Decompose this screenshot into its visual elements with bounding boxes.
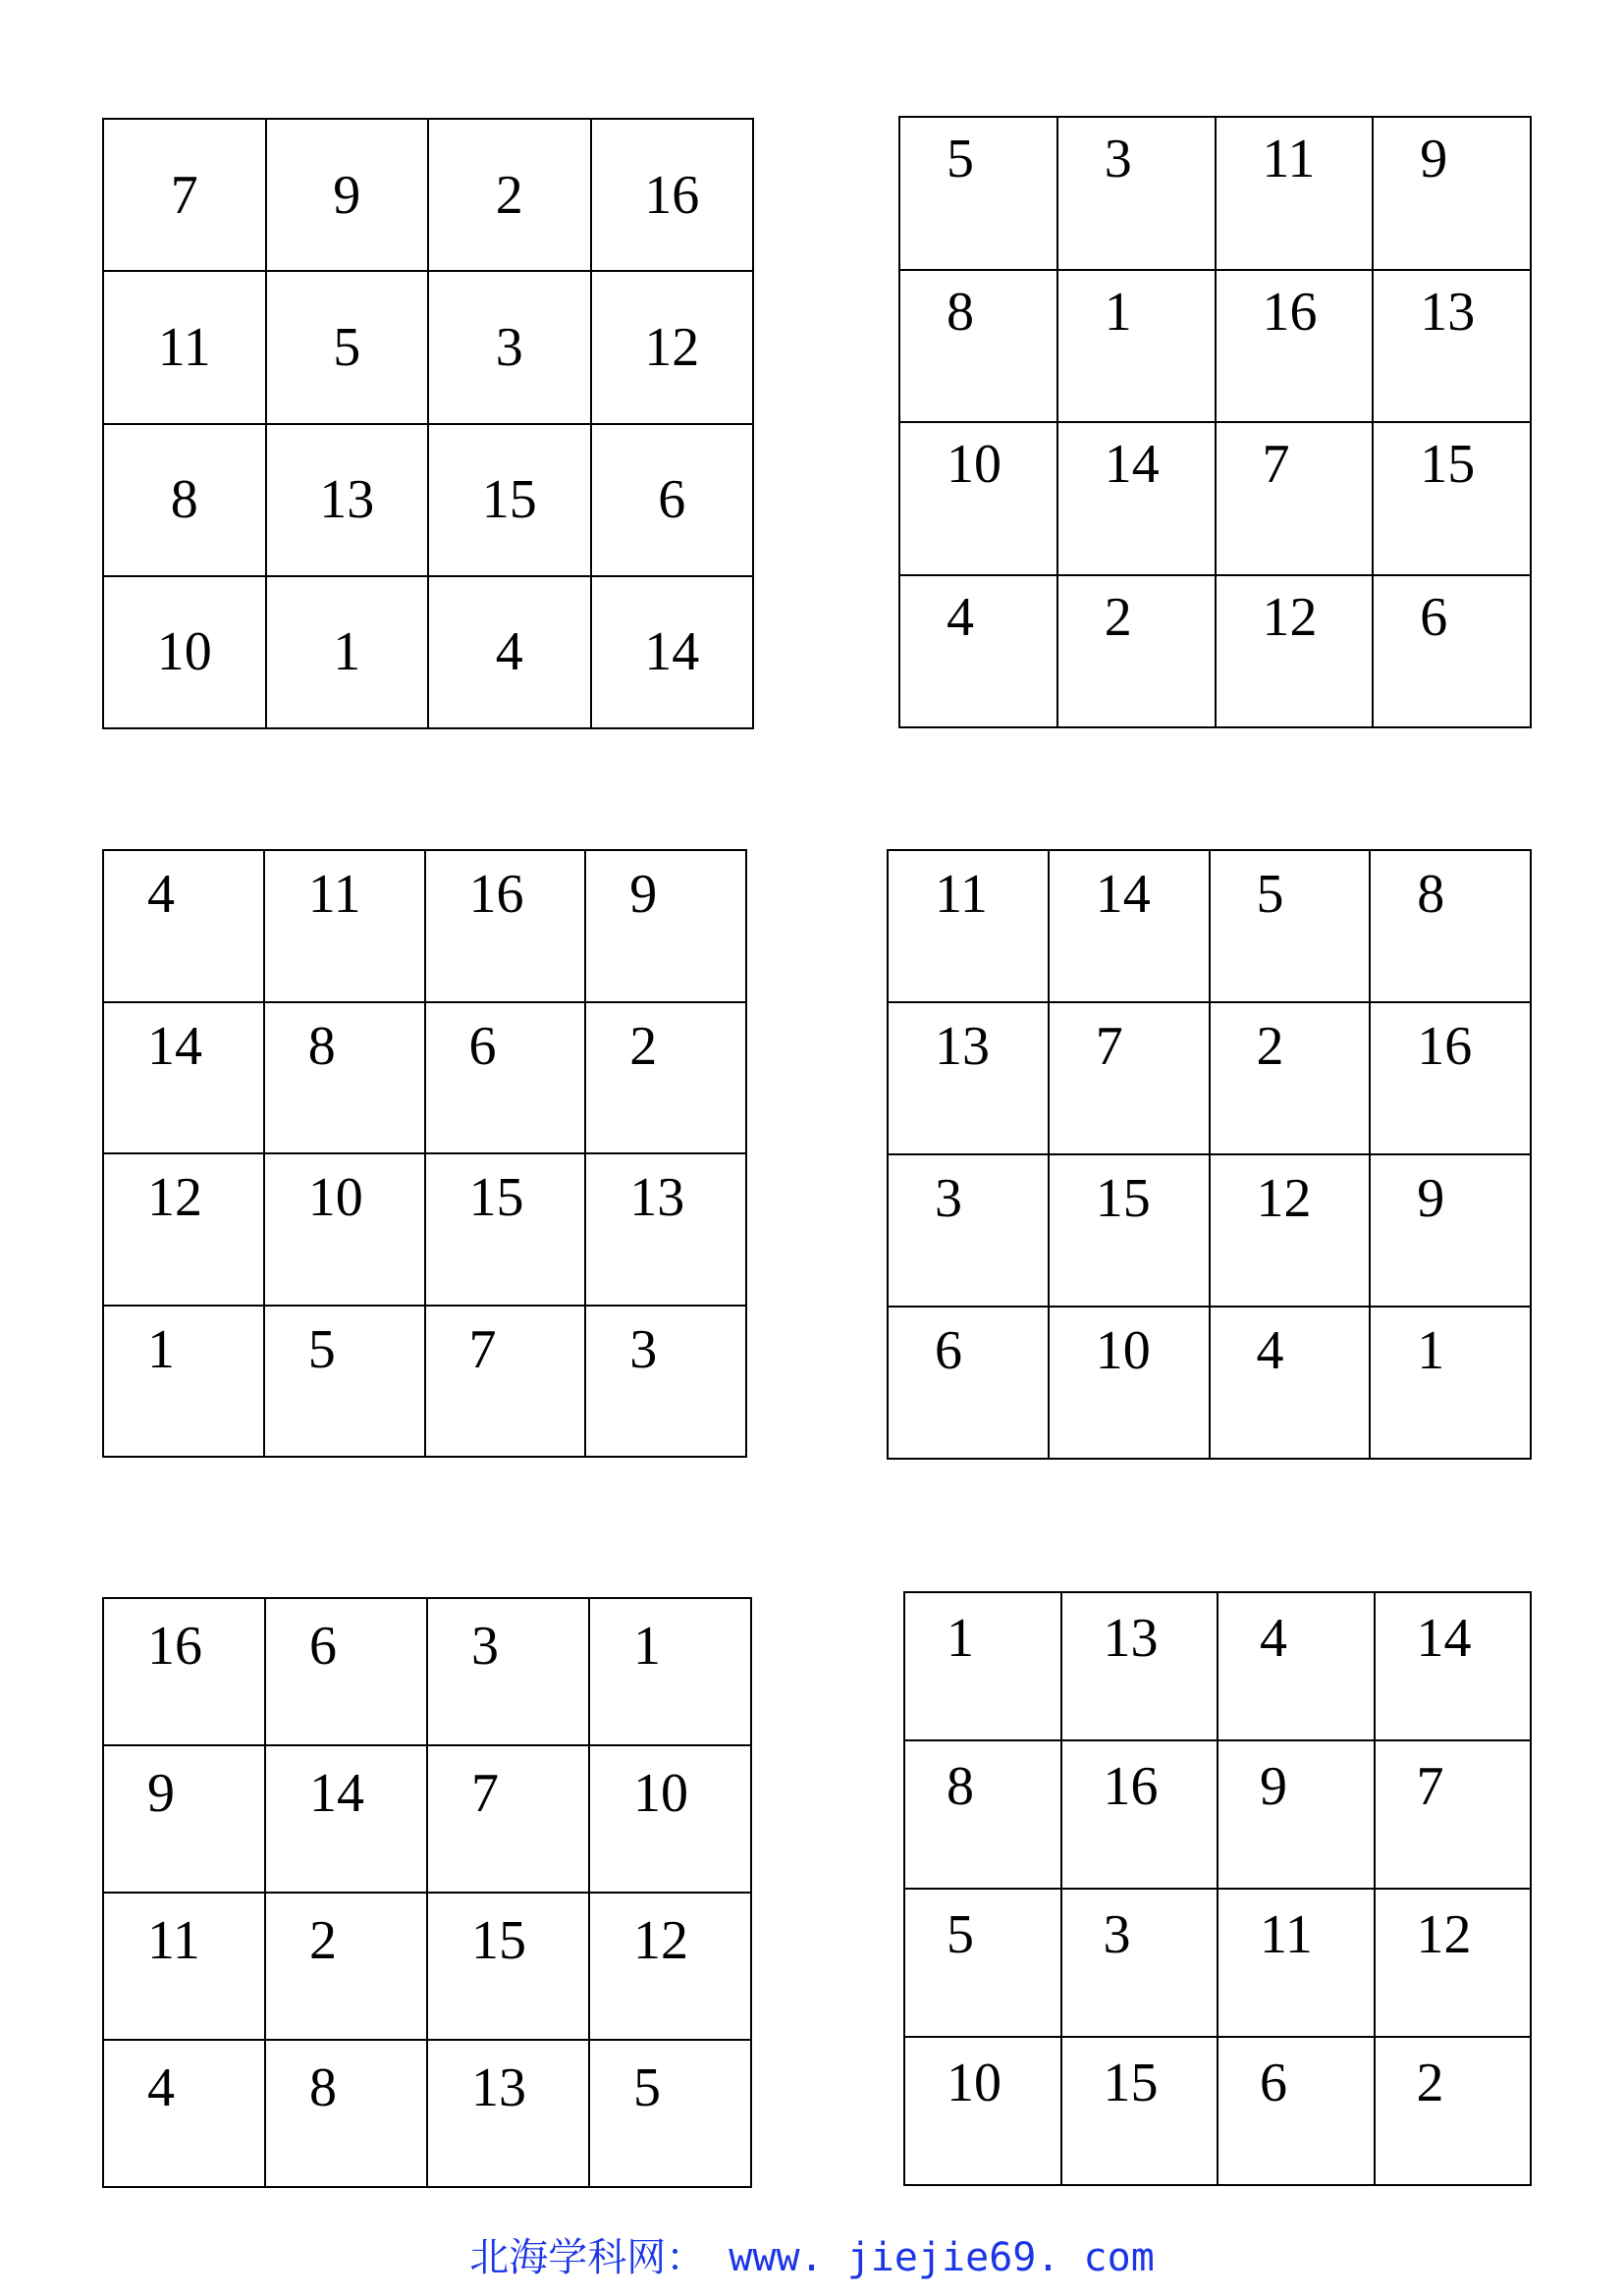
cell-number: 9: [147, 1763, 175, 1824]
cell-number: 15: [481, 469, 537, 531]
grid-cell: [1057, 270, 1216, 423]
cell-number: 15: [471, 1910, 526, 1971]
cell-number: 8: [947, 281, 974, 343]
grid-cell: [1216, 270, 1374, 423]
grid-cell: [1373, 270, 1531, 423]
cell-number: 12: [633, 1910, 688, 1971]
cell-number: 2: [495, 164, 523, 226]
number-grid-1: [102, 118, 754, 729]
number-grid-4: [887, 849, 1532, 1460]
cell-number: 14: [147, 1015, 202, 1077]
grid-row: [103, 1893, 751, 2040]
grid-cell: [585, 1153, 746, 1306]
grid-cell: [899, 117, 1057, 270]
grid-cell: [103, 1745, 265, 1893]
cell-number: 4: [147, 864, 175, 925]
grid-cell: [103, 119, 266, 271]
cell-number: 11: [935, 864, 988, 925]
grid-cell: [264, 1002, 425, 1154]
grid-row: [899, 422, 1531, 575]
cell-number: 1: [147, 1318, 175, 1380]
cell-number: 16: [1417, 1016, 1473, 1077]
cell-number: 8: [307, 1015, 336, 1077]
cell-number: 3: [495, 316, 523, 378]
grid-cell: [1210, 1002, 1371, 1154]
grid-cell: [1373, 117, 1531, 270]
cell-number: 2: [1104, 586, 1132, 648]
grid-cell: [888, 1154, 1049, 1307]
cell-number: 7: [1095, 1016, 1123, 1077]
grid-cell: [264, 850, 425, 1002]
grid-cell: [1049, 850, 1210, 1002]
grid-cell: [904, 1889, 1061, 2037]
grid-cell: [428, 271, 591, 423]
grid-cell: [1210, 1307, 1371, 1459]
grid-cell: [589, 1745, 751, 1893]
cell-number: 12: [1416, 1904, 1472, 1965]
cell-number: 14: [1095, 864, 1151, 925]
grid-row: [904, 2037, 1531, 2185]
grid-cell: [427, 1598, 589, 1745]
grid-cell: [428, 424, 591, 576]
cell-number: 14: [309, 1763, 364, 1824]
grid-cell: [425, 850, 586, 1002]
cell-number: 7: [471, 1763, 499, 1824]
grid-row: [103, 1745, 751, 1893]
cell-number: 11: [147, 1910, 200, 1971]
cell-number: 5: [1256, 864, 1284, 925]
cell-number: 1: [947, 1608, 974, 1669]
cell-number: 11: [157, 316, 211, 378]
grid-cell: [888, 850, 1049, 1002]
grid-row: [103, 119, 753, 271]
number-grid-5: [102, 1597, 752, 2188]
cell-number: 11: [1260, 1904, 1313, 1965]
grid-cell: [1375, 1740, 1532, 1889]
cell-number: 13: [935, 1016, 990, 1077]
grid-cell: [1216, 422, 1374, 575]
grid-row: [899, 270, 1531, 423]
grid-row: [899, 117, 1531, 270]
grid-row: [899, 575, 1531, 728]
footer-watermark: 北海学科网： www. jiejie69. com: [469, 2235, 1155, 2280]
grid-row: [103, 1306, 746, 1458]
cell-number: 4: [947, 586, 974, 648]
cell-number: 5: [333, 316, 361, 378]
grid-cell: [904, 1592, 1061, 1740]
grid-cell: [1218, 2037, 1375, 2185]
grid-cell: [1370, 1002, 1531, 1154]
grid-cell: [265, 1893, 427, 2040]
cell-number: 16: [468, 864, 524, 925]
grid-cell: [585, 1002, 746, 1154]
grid-cell: [899, 270, 1057, 423]
cell-number: 16: [1262, 281, 1318, 343]
cell-number: 4: [495, 621, 523, 683]
cell-number: 7: [1262, 434, 1290, 495]
cell-number: 12: [147, 1167, 202, 1228]
cell-number: 3: [935, 1168, 962, 1229]
cell-number: 13: [1103, 1608, 1159, 1669]
grid-cell: [591, 271, 754, 423]
grid-row: [888, 1002, 1531, 1154]
cell-number: 7: [170, 164, 198, 226]
grid-cell: [1049, 1307, 1210, 1459]
grid-row: [888, 1154, 1531, 1307]
cell-number: 6: [468, 1015, 497, 1077]
grid-cell: [904, 2037, 1061, 2185]
grid-cell: [1057, 575, 1216, 728]
cell-number: 8: [309, 2057, 337, 2118]
cell-number: 13: [629, 1167, 685, 1228]
grid-cell: [904, 1740, 1061, 1889]
cell-number: 15: [1095, 1168, 1151, 1229]
grid-row: [103, 850, 746, 1002]
grid-row: [103, 1598, 751, 1745]
grid-row: [103, 1153, 746, 1306]
grid-cell: [266, 424, 429, 576]
grid-cell: [1218, 1592, 1375, 1740]
cell-number: 9: [1417, 1168, 1445, 1229]
cell-number: 4: [1260, 1608, 1287, 1669]
cell-number: 4: [1256, 1320, 1284, 1381]
grid-cell: [1061, 1592, 1218, 1740]
cell-number: 10: [633, 1763, 688, 1824]
grid-cell: [589, 2040, 751, 2187]
cell-number: 16: [1103, 1756, 1159, 1817]
grid-cell: [103, 576, 266, 728]
cell-number: 13: [319, 469, 375, 531]
cell-number: 5: [947, 1904, 974, 1965]
grid-cell: [427, 2040, 589, 2187]
cell-number: 9: [333, 164, 361, 226]
cell-number: 14: [1416, 1608, 1472, 1669]
grid-cell: [888, 1307, 1049, 1459]
cell-number: 5: [307, 1318, 336, 1380]
grid-cell: [591, 119, 754, 271]
cell-number: 8: [947, 1756, 974, 1817]
grid-cell: [425, 1002, 586, 1154]
grid-row: [103, 424, 753, 576]
cell-number: 9: [1260, 1756, 1287, 1817]
grid-cell: [103, 1893, 265, 2040]
grid-row: [904, 1889, 1531, 2037]
grid-cell: [1216, 117, 1374, 270]
cell-number: 10: [947, 434, 1001, 495]
grid-cell: [1057, 117, 1216, 270]
cell-number: 9: [1420, 129, 1448, 189]
grid-row: [103, 271, 753, 423]
grid-cell: [103, 1598, 265, 1745]
cell-number: 15: [1103, 2053, 1159, 2113]
grid-cell: [585, 850, 746, 1002]
cell-number: 6: [309, 1616, 337, 1677]
grid-cell: [103, 1002, 264, 1154]
grid-cell: [1373, 422, 1531, 575]
cell-number: 16: [644, 164, 700, 226]
grid-cell: [1370, 1307, 1531, 1459]
cell-number: 6: [1420, 586, 1448, 648]
grid-row: [888, 850, 1531, 1002]
cell-number: 13: [471, 2057, 526, 2118]
cell-number: 10: [156, 621, 212, 683]
cell-number: 10: [947, 2053, 1001, 2113]
grid-cell: [103, 424, 266, 576]
grid-cell: [1061, 2037, 1218, 2185]
number-grid-6: [903, 1591, 1532, 2186]
grid-cell: [103, 1153, 264, 1306]
grid-cell: [1216, 575, 1374, 728]
cell-number: 1: [633, 1616, 661, 1677]
grid-row: [888, 1307, 1531, 1459]
cell-number: 1: [333, 621, 361, 683]
grid-cell: [265, 1598, 427, 1745]
grid-cell: [103, 1306, 264, 1458]
cell-number: 5: [947, 129, 974, 189]
grid-cell: [425, 1153, 586, 1306]
cell-number: 2: [309, 1910, 337, 1971]
grid-cell: [1061, 1740, 1218, 1889]
cell-number: 9: [629, 864, 658, 925]
cell-number: 12: [1262, 586, 1318, 648]
cell-number: 3: [1104, 129, 1132, 189]
grid-cell: [1370, 1154, 1531, 1307]
cell-number: 4: [147, 2057, 175, 2118]
grid-cell: [591, 576, 754, 728]
cell-number: 1: [1104, 281, 1132, 343]
grid-cell: [265, 2040, 427, 2187]
grid-cell: [888, 1002, 1049, 1154]
grid-row: [103, 576, 753, 728]
grid-cell: [1210, 850, 1371, 1002]
grid-cell: [425, 1306, 586, 1458]
grid-cell: [589, 1893, 751, 2040]
grid-cell: [1057, 422, 1216, 575]
cell-number: 16: [147, 1616, 202, 1677]
grid-cell: [1373, 575, 1531, 728]
grid-cell: [1370, 850, 1531, 1002]
cell-number: 15: [468, 1167, 524, 1228]
grid-cell: [427, 1893, 589, 2040]
grid-cell: [264, 1153, 425, 1306]
cell-number: 10: [307, 1167, 363, 1228]
grid-cell: [1218, 1889, 1375, 2037]
cell-number: 14: [644, 621, 700, 683]
cell-number: 2: [1416, 2053, 1444, 2113]
grid-cell: [103, 271, 266, 423]
grid-cell: [265, 1745, 427, 1893]
cell-number: 5: [633, 2057, 661, 2118]
grid-row: [103, 1002, 746, 1154]
grid-cell: [264, 1306, 425, 1458]
cell-number: 6: [658, 469, 686, 531]
grid-cell: [428, 119, 591, 271]
grid-cell: [428, 576, 591, 728]
cell-number: 3: [471, 1616, 499, 1677]
cell-number: 12: [1256, 1168, 1312, 1229]
grid-cell: [1061, 1889, 1218, 2037]
grid-row: [904, 1592, 1531, 1740]
cell-number: 15: [1420, 434, 1476, 495]
grid-row: [103, 2040, 751, 2187]
grid-cell: [427, 1745, 589, 1893]
grid-cell: [1049, 1002, 1210, 1154]
cell-number: 7: [1416, 1756, 1444, 1817]
cell-number: 8: [170, 469, 198, 531]
grid-cell: [589, 1598, 751, 1745]
cell-number: 3: [629, 1318, 658, 1380]
cell-number: 6: [935, 1320, 962, 1381]
grid-cell: [266, 576, 429, 728]
cell-number: 3: [1103, 1904, 1131, 1965]
grid-cell: [1210, 1154, 1371, 1307]
cell-number: 11: [1262, 129, 1316, 189]
grid-cell: [1375, 1592, 1532, 1740]
grid-cell: [899, 575, 1057, 728]
grid-cell: [103, 850, 264, 1002]
cell-number: 10: [1095, 1320, 1151, 1381]
grid-cell: [585, 1306, 746, 1458]
cell-number: 12: [644, 316, 700, 378]
grid-cell: [266, 271, 429, 423]
cell-number: 14: [1104, 434, 1160, 495]
cell-number: 6: [1260, 2053, 1287, 2113]
grid-cell: [591, 424, 754, 576]
cell-number: 8: [1417, 864, 1445, 925]
cell-number: 2: [1256, 1016, 1284, 1077]
grid-cell: [266, 119, 429, 271]
cell-number: 1: [1417, 1320, 1445, 1381]
number-grid-2: [898, 116, 1532, 728]
number-grid-3: [102, 849, 747, 1458]
grid-cell: [899, 422, 1057, 575]
grid-cell: [103, 2040, 265, 2187]
cell-number: 13: [1420, 281, 1476, 343]
cell-number: 2: [629, 1015, 658, 1077]
grid-cell: [1375, 1889, 1532, 2037]
cell-number: 7: [468, 1318, 497, 1380]
grid-row: [904, 1740, 1531, 1889]
cell-number: 11: [307, 864, 361, 925]
grid-cell: [1218, 1740, 1375, 1889]
grid-cell: [1375, 2037, 1532, 2185]
grid-cell: [1049, 1154, 1210, 1307]
